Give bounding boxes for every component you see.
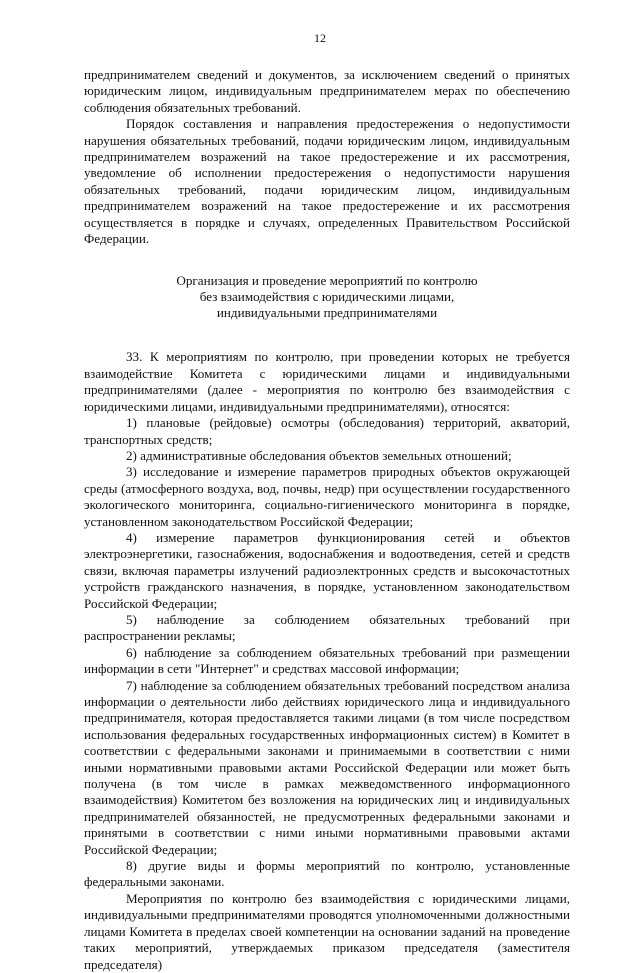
document-body bbox=[84, 67, 570, 973]
paragraph-clause-33: 33. К мероприятиям по контролю, при проведении которых не требуется взаимодействие Комитета с юридическими лицами и индивидуальными предпринимателями (далее - мероприятия по контролю без взаимодействия с юридическими лицами, индивидуальными предпринимателями), относятся: bbox=[84, 349, 570, 414]
list-item-4: 4) измерение параметров функционирования сетей и объектов электроэнергетики, газоснабжения, водоснабжения и водоотведения, сетей и средств связи, включая параметры излучений радиоэлектронных средств и высокочастотных устройств гражданского назначения, в порядке, установленном законодательством Российской Федерации; bbox=[84, 529, 570, 611]
section-heading-line-3: индивидуальными предпринимателями bbox=[216, 305, 438, 321]
paragraph-continuation: предпринимателем сведений и документов, за исключением сведений о принятых юридическим лицом, индивидуальным предпринимателем мерах по обеспечению соблюдения обязательных требований. bbox=[84, 67, 570, 115]
section-heading-line-1: Организация и проведение мероприятий по контролю bbox=[176, 273, 478, 289]
list-item-3: 3) исследование и измерение параметров природных объектов окружающей среды (атмосферного воздуха, вод, почвы, недр) при осуществлении государственного экологического мониторинга, социально-гигиенического мониторинга в порядке, установленном законодательством Российской Федерации; bbox=[84, 464, 570, 529]
section-heading-line-2: без взаимодействия с юридическими лицами, bbox=[199, 289, 455, 305]
list-item-6: 6) наблюдение за соблюдением обязательных требований при размещении информации в сети "Интернет" и средствах массовой информации; bbox=[84, 644, 570, 677]
list-item-8: 8) другие виды и формы мероприятий по контролю, установленные федеральными законами. bbox=[84, 858, 570, 890]
list-item-2: 2) административные обследования объектов земельных отношений; bbox=[126, 447, 512, 463]
paragraph-procedure: Мероприятия по контролю без взаимодействия с юридическими лицами, индивидуальными предпринимателями проводятся уполномоченными должностными лицами Комитета в пределах своей компетенции на основании заданий на проведение таких мероприятий, утверждаемых приказом председателя (заместителя председателя) bbox=[84, 890, 570, 972]
list-item-1: 1) плановые (рейдовые) осмотры (обследования) территорий, акваторий, транспортных средств; bbox=[84, 415, 570, 447]
section-heading bbox=[84, 273, 570, 321]
paragraph-warning-procedure: Порядок составления и направления предостережения о недопустимости нарушения обязательных требований, подачи юридическим лицом, индивидуальным предпринимателем возражений на такое предостережение и их рассмотрения, уведомление об исполнении предостережения о недопустимости нарушения обязательных требований, подачи юридическим лицом, индивидуальным предпринимателем возражений на такое предостережение и их рассмотрения осуществляется в порядке и случаях, определенных Правительством Российской Федерации. bbox=[84, 116, 570, 247]
list-item-5: 5) наблюдение за соблюдением обязательных требований при распространении рекламы; bbox=[84, 611, 570, 644]
page-number: 12 bbox=[314, 31, 326, 45]
list-item-7: 7) наблюдение за соблюдением обязательных требований посредством анализа информации о деятельности либо действиях юридического лица и индивидуального предпринимателя, которая предоставляется такими лицами (в том числе посредством использования федеральных государственных информационных систем) в Комитет в соответствии с федеральными законами и принимаемыми в соответствии с ними иными нормативными правовыми актами Российской Федерации или может быть получена (в том числе в рамках межведомственного информационного взаимодействия) Комитетом без возложения на юридических лиц и индивидуальных предпринимателей обязанностей, не предусмотренных федеральными законами и принятыми в соответствии с ними иными нормативными правовыми актами Российской Федерации; bbox=[84, 677, 570, 857]
